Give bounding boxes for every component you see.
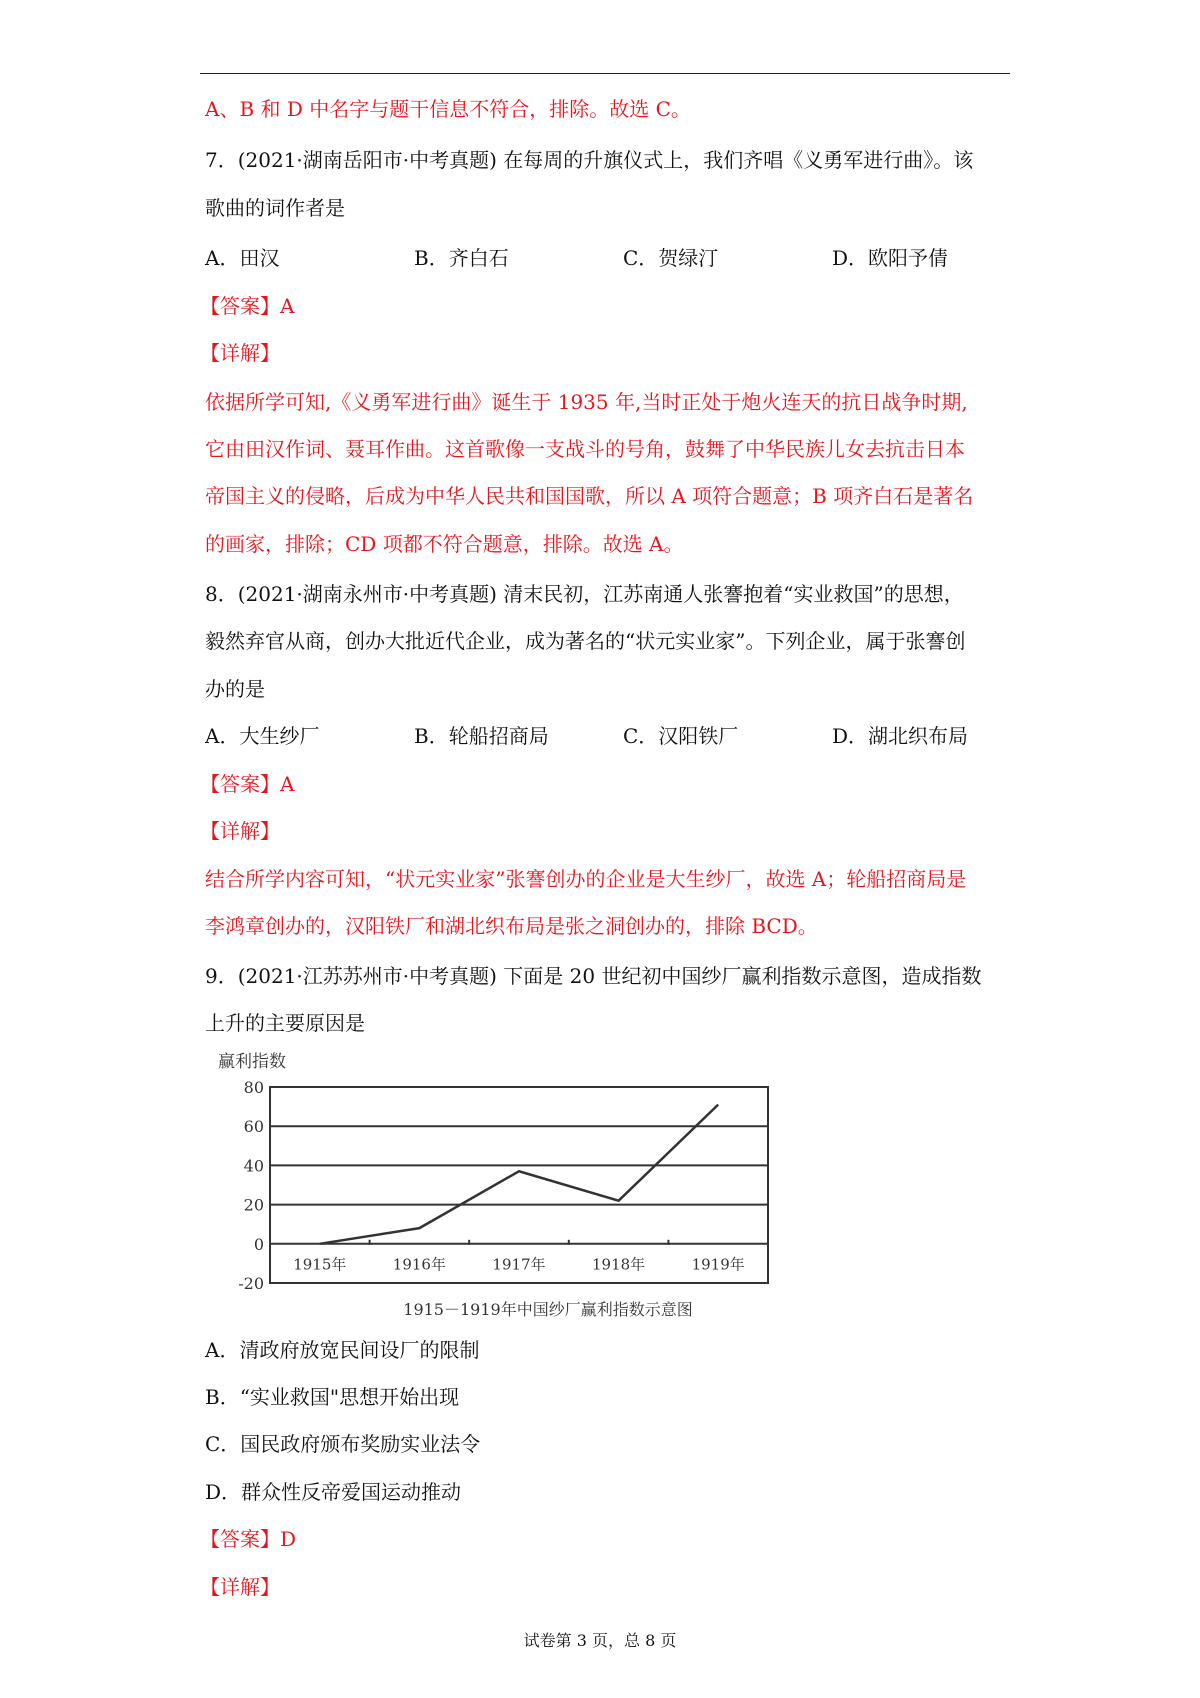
q8-detail-line-1: 结合所学内容可知，“状元实业家”张謇创办的企业是大生纱厂，故选 A；轮船招商局是	[205, 867, 967, 891]
q7-option-c: C．贺绿汀	[623, 246, 719, 270]
q7-option-d: D．欧阳予倩	[832, 246, 949, 270]
q8-option-d: D．湖北织布局	[832, 724, 969, 748]
chart-x-ticks	[293, 1240, 745, 1274]
q9-option-a: A．清政府放宽民间设厂的限制	[205, 1338, 480, 1362]
chart-y-tick-label: 40	[243, 1156, 264, 1176]
q7-stem-line-1: 7．(2021·湖南岳阳市·中考真题) 在每周的升旗仪式上，我们齐唱《义勇军进行曲》。该	[205, 148, 974, 172]
chart-y-tick-label: 20	[243, 1195, 264, 1215]
chart-y-ticks	[238, 1078, 264, 1293]
q8-detail-label: 【详解】	[200, 819, 280, 843]
chart-x-tick-label: 1917年	[492, 1255, 546, 1274]
chart-x-tick-label: 1915年	[293, 1255, 347, 1274]
header-rule	[200, 73, 1010, 74]
q8-option-b: B．轮船招商局	[414, 724, 549, 748]
q8-option-a: A．大生纱厂	[205, 724, 320, 748]
chart-y-tick-label: -20	[238, 1274, 264, 1293]
q9-answer: 【答案】D	[200, 1527, 297, 1551]
q7-detail-line-4: 的画家，排除；CD 项都不符合题意，排除。故选 A。	[205, 532, 684, 556]
chart-x-tick-label: 1916年	[392, 1255, 446, 1274]
profit-index-chart	[218, 1043, 818, 1323]
q9-option-d: D．群众性反帝爱国运动推动	[205, 1480, 462, 1504]
previous-answer-conclusion: A、B 和 D 中名字与题干信息不符合，排除。故选 C。	[205, 97, 691, 121]
q8-detail-line-2: 李鸿章创办的，汉阳铁厂和湖北织布局是张之洞创办的，排除 BCD。	[205, 914, 818, 938]
chart-x-tick-label: 1919年	[691, 1255, 745, 1274]
chart-gridlines	[270, 1126, 768, 1244]
chart-plot-frame	[270, 1087, 768, 1283]
q7-answer: 【答案】A	[200, 294, 295, 318]
q8-option-c: C．汉阳铁厂	[623, 724, 739, 748]
q9-stem-line-1: 9．(2021·江苏苏州市·中考真题) 下面是 20 世纪初中国纱厂赢利指数示意图，造成指数	[205, 964, 982, 988]
chart-x-tick-label: 1918年	[592, 1255, 646, 1274]
q9-option-b: B．“实业救国"思想开始出现	[205, 1385, 460, 1409]
page-footer: 试卷第 3 页，总 8 页	[523, 1631, 677, 1650]
chart-caption: 1915－1919年中国纱厂赢利指数示意图	[403, 1300, 693, 1319]
q8-stem-line-2: 毅然弃官从商，创办大批近代企业，成为著名的“状元实业家”。下列企业，属于张謇创	[205, 629, 966, 653]
q9-detail-label: 【详解】	[200, 1575, 280, 1599]
q8-answer: 【答案】A	[200, 772, 295, 796]
q7-stem-line-2: 歌曲的词作者是	[205, 196, 345, 220]
q7-detail-line-1: 依据所学可知,《义勇军进行曲》诞生于 1935 年,当时正处于炮火连天的抗日战争时期,	[205, 390, 968, 414]
q7-detail-line-3: 帝国主义的侵略，后成为中华人民共和国国歌，所以 A 项符合题意；B 项齐白石是著名	[205, 484, 974, 508]
q7-option-a: A．田汉	[205, 246, 280, 270]
chart-y-tick-label: 0	[253, 1234, 264, 1254]
q7-detail-label: 【详解】	[200, 341, 280, 365]
q8-stem-line-3: 办的是	[205, 677, 265, 701]
chart-ylabel: 赢利指数	[218, 1052, 286, 1072]
chart-y-tick-label: 60	[243, 1117, 264, 1137]
q9-option-c: C．国民政府颁布奖励实业法令	[205, 1432, 481, 1456]
q7-detail-line-2: 它由田汉作词、聂耳作曲。这首歌像一支战斗的号角，鼓舞了中华民族儿女去抗击日本	[205, 437, 965, 461]
q9-stem-line-2: 上升的主要原因是	[205, 1011, 365, 1035]
q7-option-b: B．齐白石	[414, 246, 509, 270]
chart-y-tick-label: 80	[243, 1078, 264, 1097]
q8-stem-line-1: 8．(2021·湖南永州市·中考真题) 清末民初，江苏南通人张謇抱着“实业救国”的思想，	[205, 582, 964, 606]
